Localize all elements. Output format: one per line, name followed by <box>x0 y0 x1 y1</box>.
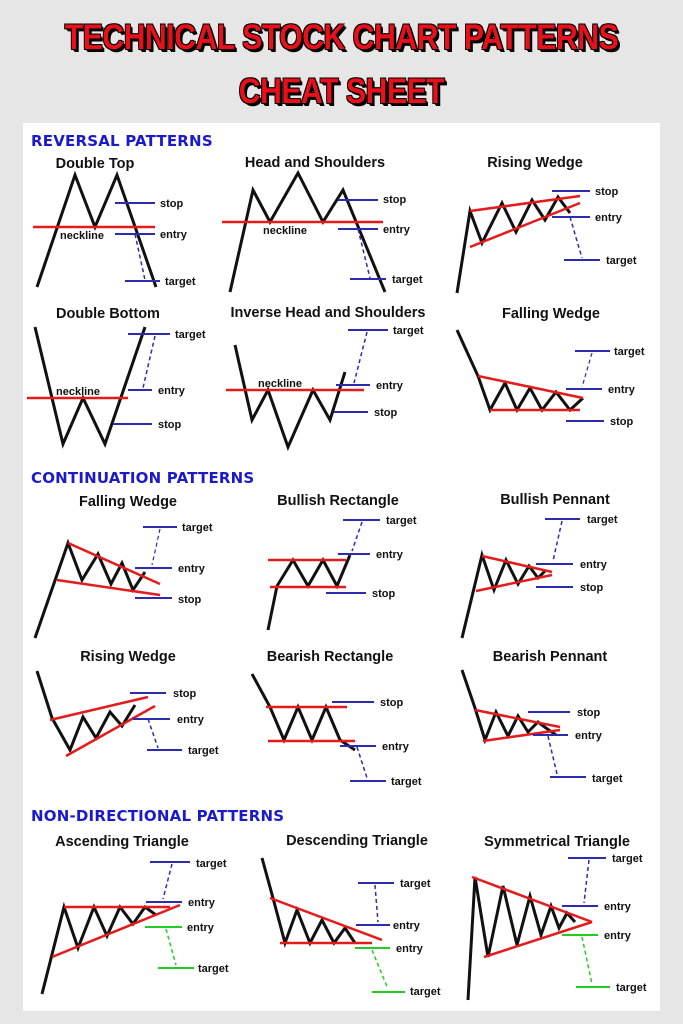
pattern-title: Bearish Rectangle <box>266 649 394 665</box>
pattern-inverse-head-and-shoulders <box>226 305 426 447</box>
pattern-title: Bullish Pennant <box>500 492 610 508</box>
entry-label: entry <box>580 559 607 571</box>
pattern-bullish-pennant <box>462 492 618 638</box>
target-label: target <box>188 745 219 757</box>
stop-label: stop <box>380 697 404 709</box>
target-label: target <box>196 858 227 870</box>
neckline-label: neckline <box>60 230 105 242</box>
pattern-title: Rising Wedge <box>80 649 176 665</box>
stop-label: stop <box>374 407 398 419</box>
entry-label: entry <box>393 920 420 932</box>
stop-label: stop <box>580 582 604 594</box>
target-projection <box>548 736 557 774</box>
stop-label: stop <box>158 419 182 431</box>
target-projection <box>352 522 362 551</box>
target-projection <box>354 332 367 383</box>
target-projection <box>152 529 160 565</box>
bearish-target-label: target <box>198 963 229 975</box>
target-projection <box>570 217 582 258</box>
pattern-title: Bearish Pennant <box>492 649 608 665</box>
main-title-line1: TECHNICAL STOCK CHART PATTERNS <box>64 18 619 57</box>
bearish-target-projection <box>372 950 388 989</box>
pattern-double-bottom <box>27 306 206 444</box>
target-projection <box>582 353 592 387</box>
neckline-label: neckline <box>56 386 101 398</box>
target-label: target <box>606 255 637 267</box>
pattern-ascending-triangle <box>42 834 229 994</box>
target-projection <box>584 860 589 903</box>
entry-label: entry <box>382 741 409 753</box>
stop-label: stop <box>610 416 634 428</box>
entry-label: entry <box>595 212 622 224</box>
pattern-rising-wedge-continuation <box>37 649 219 757</box>
section-continuation: CONTINUATION PATTERNS <box>31 469 255 487</box>
stop-label: stop <box>383 194 407 206</box>
entry-label: entry <box>575 730 602 742</box>
target-label: target <box>182 522 213 534</box>
pattern-head-and-shoulders <box>222 155 423 292</box>
target-projection <box>143 336 155 388</box>
pattern-title: Inverse Head and Shoulders <box>230 305 426 321</box>
stop-label: stop <box>160 198 184 210</box>
bearish-target-label: target <box>410 986 441 998</box>
entry-label: entry <box>158 385 185 397</box>
bearish-target-projection <box>166 929 176 965</box>
bearish-entry-label: entry <box>396 943 423 955</box>
stop-label: stop <box>372 588 396 600</box>
pattern-title: Bullish Rectangle <box>277 493 399 509</box>
upper-trendline <box>472 877 592 922</box>
entry-label: entry <box>177 714 204 726</box>
price-line <box>462 670 556 740</box>
target-label: target <box>175 329 206 341</box>
bearish-entry-label: entry <box>604 930 631 942</box>
section-reversal: REVERSAL PATTERNS <box>31 132 213 150</box>
entry-label: entry <box>604 901 631 913</box>
pattern-title: Ascending Triangle <box>55 834 189 850</box>
pattern-bearish-pennant <box>462 649 623 785</box>
stop-label: stop <box>577 707 601 719</box>
target-label: target <box>587 514 618 526</box>
pattern-falling-wedge-reversal <box>457 306 645 428</box>
entry-label: entry <box>383 224 410 236</box>
entry-label: entry <box>376 549 403 561</box>
pattern-title: Descending Triangle <box>286 833 428 849</box>
target-label: target <box>393 325 424 337</box>
pattern-title: Double Bottom <box>56 306 160 322</box>
price-line <box>230 173 385 292</box>
target-label: target <box>400 878 431 890</box>
pattern-title: Double Top <box>55 156 135 172</box>
section-nondirectional: NON-DIRECTIONAL PATTERNS <box>31 807 285 825</box>
pattern-title: Rising Wedge <box>487 155 583 171</box>
target-label: target <box>392 274 423 286</box>
target-label: target <box>612 853 643 865</box>
pattern-title: Head and Shoulders <box>244 155 386 171</box>
pattern-title: Falling Wedge <box>78 494 178 510</box>
price-line <box>235 345 345 447</box>
bearish-entry-label: entry <box>187 922 214 934</box>
neckline-label: neckline <box>263 225 308 237</box>
target-label: target <box>165 276 196 288</box>
stop-label: stop <box>595 186 619 198</box>
lower-trendline <box>57 580 160 595</box>
entry-label: entry <box>188 897 215 909</box>
target-projection <box>375 885 378 922</box>
pattern-title: Symmetrical Triangle <box>484 834 630 850</box>
pattern-double-top <box>33 156 196 288</box>
pattern-title: Falling Wedge <box>501 306 601 322</box>
target-label: target <box>386 515 417 527</box>
entry-label: entry <box>160 229 187 241</box>
target-projection <box>148 719 158 748</box>
bearish-target-label: target <box>616 982 647 994</box>
entry-label: entry <box>376 380 403 392</box>
pattern-rising-wedge-reversal <box>457 155 637 293</box>
price-line <box>457 330 583 410</box>
pattern-symmetrical-triangle <box>468 834 647 1000</box>
target-projection <box>163 864 172 899</box>
target-label: target <box>614 346 645 358</box>
target-projection <box>357 747 367 778</box>
pattern-falling-wedge-continuation <box>35 494 213 638</box>
bearish-target-projection <box>582 937 592 984</box>
entry-label: entry <box>178 563 205 575</box>
pattern-descending-triangle <box>262 833 441 998</box>
target-label: target <box>391 776 422 788</box>
pattern-bullish-rectangle <box>268 493 417 630</box>
target-projection <box>553 521 562 561</box>
main-title-line2: CHEAT SHEET <box>238 72 445 111</box>
price-line <box>42 907 156 994</box>
stop-label: stop <box>178 594 202 606</box>
neckline-label: neckline <box>258 378 303 390</box>
pattern-bearish-rectangle <box>252 649 422 788</box>
upper-trendline <box>478 376 583 398</box>
stop-label: stop <box>173 688 197 700</box>
entry-label: entry <box>608 384 635 396</box>
price-line <box>252 674 355 750</box>
target-label: target <box>592 773 623 785</box>
